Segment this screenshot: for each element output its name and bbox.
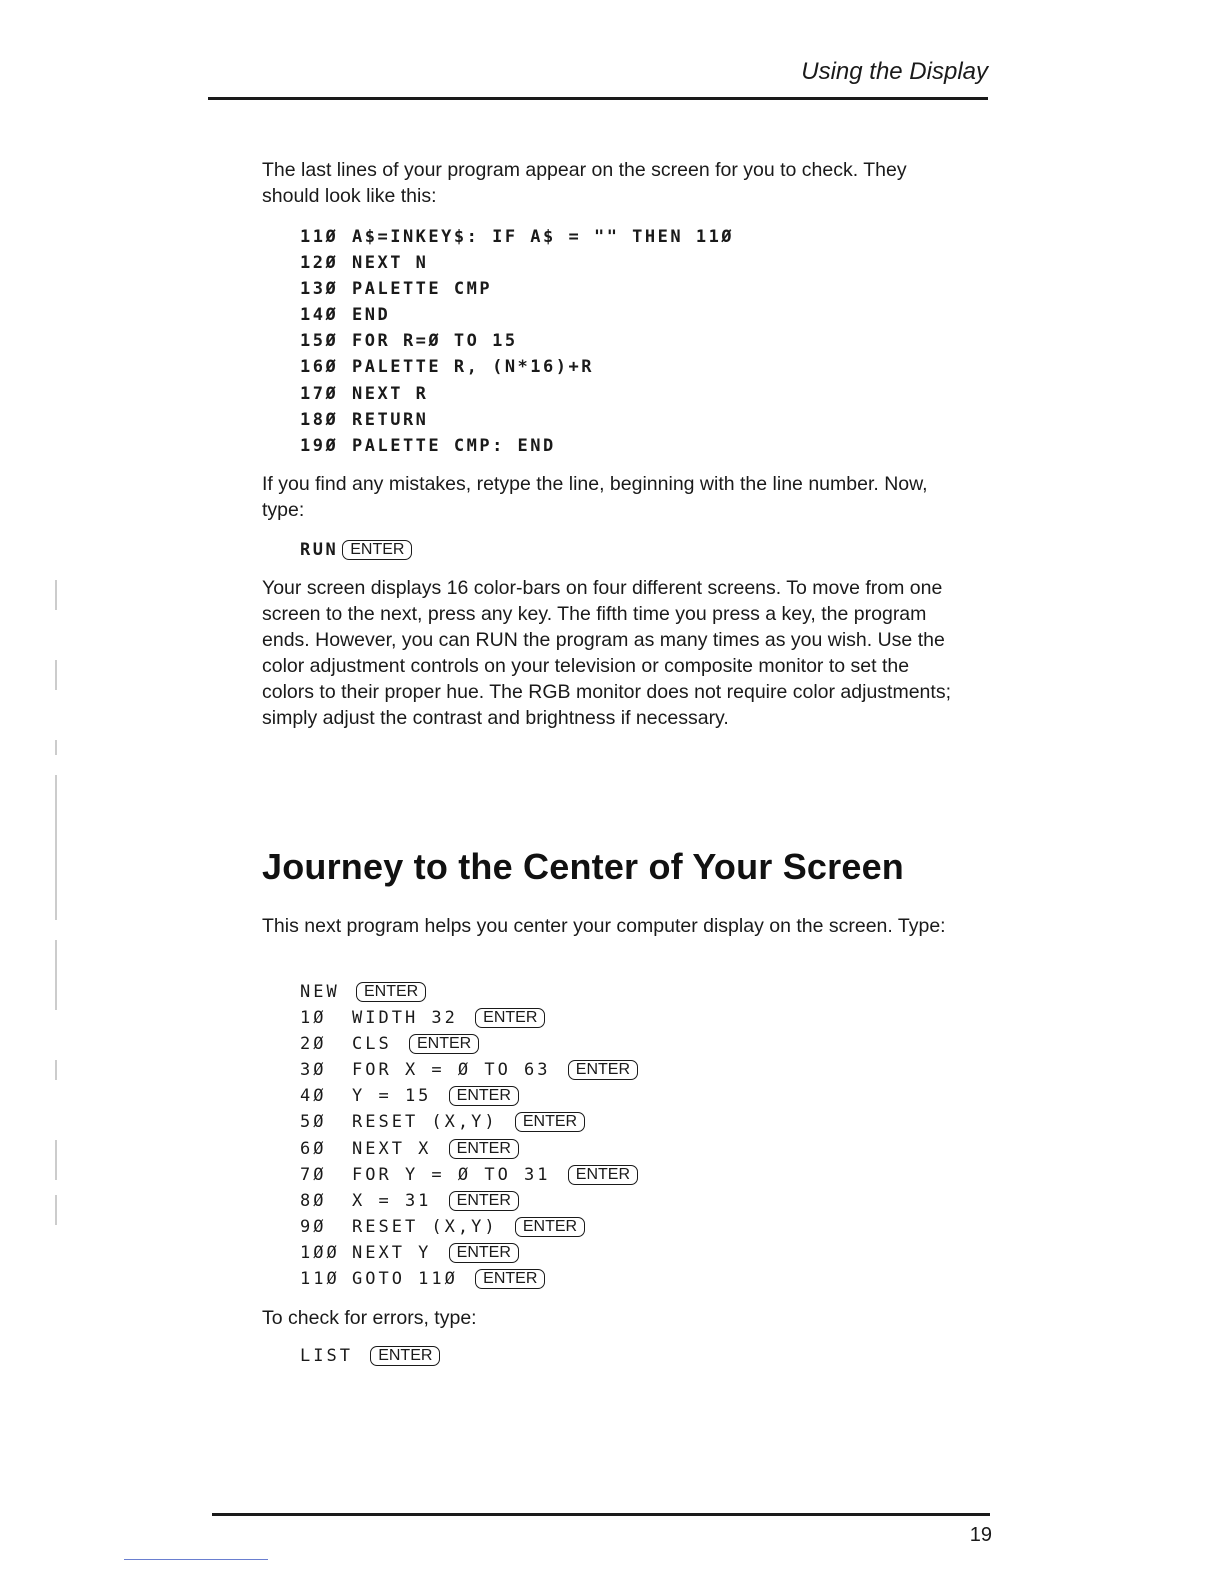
section-heading: Journey to the Center of Your Screen xyxy=(262,846,904,887)
enter-key-icon: ENTER xyxy=(449,1243,519,1263)
code-line xyxy=(300,1005,638,1031)
code-line xyxy=(300,1162,638,1188)
line-number: 15Ø xyxy=(300,331,339,352)
line-number: 11Ø xyxy=(300,227,339,247)
line-number: 18Ø xyxy=(300,409,339,430)
check-paragraph: To check for errors, type: xyxy=(262,1307,477,1329)
line-code: RESET (X,Y) xyxy=(352,1216,498,1237)
line-number: 16Ø xyxy=(300,357,339,378)
enter-key-icon: ENTER xyxy=(449,1139,519,1159)
code-line xyxy=(300,433,734,459)
enter-key-icon: ENTER xyxy=(515,1217,585,1237)
screen-paragraph: Your screen displays 16 color-bars on four different screens. To move from one screen to the next, press any key. The fifth time you press a key, the program ends. However, you can RUN the program as many times as you wish. Use the color adjustment controls on your television or composite monitor to set the colors to their proper hue. The RGB monitor does not require color adjustments; simply adjust the contrast and brightness if necessary. xyxy=(262,577,951,729)
list-command xyxy=(300,1343,440,1369)
margin-binding-marks xyxy=(46,580,66,1230)
code-line xyxy=(300,381,734,407)
line-code: CLS xyxy=(352,1034,392,1055)
line-number: 17Ø xyxy=(300,383,339,404)
line-number: 14Ø xyxy=(300,305,339,326)
line-number: 2Ø xyxy=(300,1034,327,1055)
code-line xyxy=(300,250,734,276)
line-code: PALETTE CMP: END xyxy=(352,435,556,456)
code-line xyxy=(300,1136,638,1162)
line-code: RESET (X,Y) xyxy=(352,1112,498,1133)
code-line xyxy=(300,979,638,1005)
code-line xyxy=(300,328,734,354)
code-line xyxy=(300,1240,638,1266)
enter-key-icon: ENTER xyxy=(515,1112,585,1132)
command-text: RUN xyxy=(300,540,339,560)
line-code: X = 31 xyxy=(352,1190,432,1211)
program-listing-1 xyxy=(300,224,734,459)
line-number: 8Ø xyxy=(300,1190,327,1211)
code-line xyxy=(300,1057,638,1083)
line-number: 4Ø xyxy=(300,1086,327,1107)
line-number: 9Ø xyxy=(300,1216,327,1237)
run-command xyxy=(300,537,412,563)
line-code: NEXT R xyxy=(352,383,429,404)
code-line xyxy=(300,1109,638,1135)
line-code: PALETTE R, (N*16)+R xyxy=(352,357,594,378)
line-number: 5Ø xyxy=(300,1112,327,1133)
page-number: 19 xyxy=(969,1524,992,1546)
enter-key-icon: ENTER xyxy=(449,1191,519,1211)
line-code: FOR R=Ø TO 15 xyxy=(352,331,518,352)
enter-key-icon: ENTER xyxy=(475,1269,545,1289)
code-line xyxy=(300,407,734,433)
running-header-title: Using the Display xyxy=(801,58,988,85)
code-line xyxy=(300,1343,440,1369)
code-line xyxy=(300,537,412,563)
code-line xyxy=(300,1031,638,1057)
enter-key-icon: ENTER xyxy=(568,1165,638,1185)
line-code: WIDTH 32 xyxy=(352,1008,458,1029)
scan-artifact-line xyxy=(124,1559,268,1560)
line-code: FOR X = Ø TO 63 xyxy=(352,1060,551,1081)
line-number: 6Ø xyxy=(300,1138,327,1159)
intro-paragraph: The last lines of your program appear on the screen for you to check. They should look like this: xyxy=(262,159,907,207)
line-code: NEXT N xyxy=(352,253,429,274)
line-number: 3Ø xyxy=(300,1060,327,1081)
header-rule xyxy=(208,97,988,100)
footer-rule xyxy=(212,1513,990,1516)
line-code: GOTO 11Ø xyxy=(352,1269,458,1290)
enter-key-icon: ENTER xyxy=(475,1008,545,1028)
enter-key-icon: ENTER xyxy=(568,1060,638,1080)
command-text: LIST xyxy=(300,1346,353,1366)
line-code: FOR Y = Ø TO 31 xyxy=(352,1164,551,1185)
line-code: Y = 15 xyxy=(352,1086,432,1107)
line-number: 12Ø xyxy=(300,253,339,274)
line-code: NEXT X xyxy=(352,1138,432,1159)
line-number: 1Ø xyxy=(300,1008,327,1029)
line-code: PALETTE CMP xyxy=(352,279,493,300)
line-code: RETURN xyxy=(352,409,429,430)
enter-key-icon: ENTER xyxy=(356,982,426,1002)
code-line xyxy=(300,302,734,328)
enter-key-icon: ENTER xyxy=(370,1346,440,1366)
mistakes-paragraph: If you find any mistakes, retype the line, beginning with the line number. Now, type: xyxy=(262,473,928,521)
line-code: A$=INKEY$: IF A$ = "" THEN 11Ø xyxy=(352,227,735,247)
line-number: 13Ø xyxy=(300,279,339,300)
line-number: 7Ø xyxy=(300,1164,327,1185)
code-line xyxy=(300,1214,638,1240)
code-line xyxy=(300,1266,638,1292)
line-code: END xyxy=(352,305,391,326)
enter-key-icon: ENTER xyxy=(342,540,412,560)
code-line xyxy=(300,354,734,380)
code-line xyxy=(300,1188,638,1214)
line-number: 1ØØ xyxy=(300,1242,340,1263)
line-number: NEW xyxy=(300,982,340,1002)
code-line xyxy=(300,224,734,250)
code-line xyxy=(300,1083,638,1109)
enter-key-icon: ENTER xyxy=(449,1086,519,1106)
program-listing-2 xyxy=(300,979,638,1292)
line-number: 19Ø xyxy=(300,435,339,456)
section-intro-paragraph: This next program helps you center your computer display on the screen. Type: xyxy=(262,915,946,937)
code-line xyxy=(300,276,734,302)
line-number: 11Ø xyxy=(300,1269,340,1290)
enter-key-icon: ENTER xyxy=(409,1034,479,1054)
line-code: NEXT Y xyxy=(352,1242,432,1263)
